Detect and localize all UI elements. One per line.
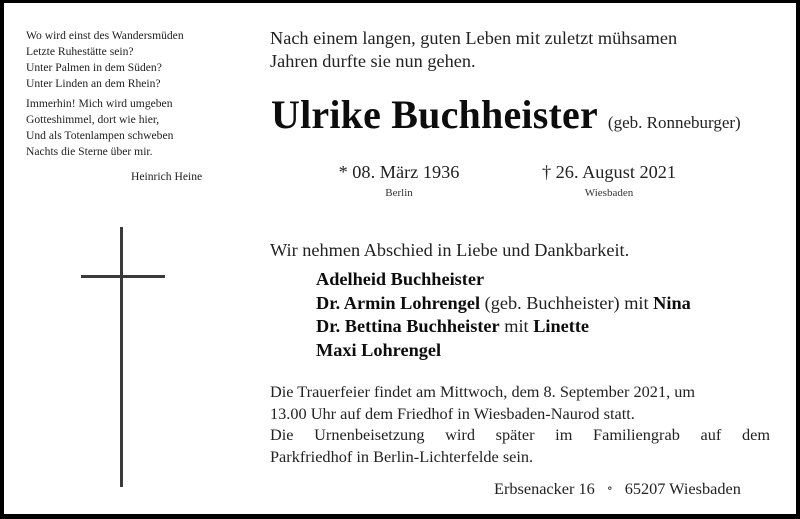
family-member [316,268,691,292]
family-member-partner: Nina [653,292,691,313]
family-member-name: Adelheid Buchheister [316,269,485,289]
family-member-name: Dr. Armin Lohrengel [316,292,481,313]
funeral-service-text [270,381,770,424]
family-member [316,339,691,363]
farewell-text: Wir nehmen Abschied in Liebe und Dankbarkeit. [270,240,630,260]
family-member [316,292,691,316]
address-city: 65207 Wiesbaden [624,479,741,498]
death-info [534,161,684,199]
family-member-name: Maxi Lohrengel [316,339,442,360]
family-list [316,268,691,362]
urn-burial-line-1: Die Urnenbeisetzung wird später im Familiengrab auf dem [270,425,770,444]
poem-line: Unter Linden an dem Rhein? [26,77,161,90]
deceased-name: Ulrike Buchheister [271,92,598,137]
death-date: † 26. August 2021 [541,162,677,182]
poem-line: Unter Palmen in dem Süden? [26,61,162,74]
family-member-partner: Linette [533,316,590,336]
address-street: Erbsenacker 16 [494,479,595,498]
funeral-service-line-1: Die Trauerfeier findet am Mittwoch, dem 8. September 2021, um [270,382,696,401]
family-member [316,315,691,339]
death-place: Wiesbaden [584,187,634,199]
poem-line: Immerhin! Mich wird umgeben [26,97,173,110]
poem-line: Nachts die Sterne über mir. [26,145,153,158]
urn-burial-text [270,424,770,467]
birth-date: * 08. März 1936 [338,162,460,182]
cross-vertical-beam [120,227,123,487]
poem-line: Letzte Ruhestätte sein? [26,45,134,58]
birth-place: Berlin [385,187,413,199]
intro-line-1: Nach einem langen, guten Leben mit zuletzt mühsamen [270,28,678,48]
poem-line: Gotteshimmel, dort wie hier, [26,113,160,126]
poem [26,28,184,160]
family-member-note: mit [504,316,529,336]
obituary-notice [4,3,796,514]
separator-dot-icon: ∘ [606,481,613,495]
poem-stanza-1 [26,28,184,92]
poem-author: Heinrich Heine [131,170,203,183]
intro-line-2: Jahren durfte sie nun gehen. [270,51,476,71]
funeral-service-line-2: 13.00 Uhr auf dem Friedhof in Wiesbaden-Naurod statt. [270,403,635,423]
intro-text [270,27,677,73]
poem-stanza-2 [26,96,184,160]
address [494,479,741,499]
maiden-name: (geb. Ronneburger) [607,113,741,132]
poem-line: Und als Totenlampen schweben [26,129,174,142]
urn-burial-line-2: Parkfriedhof in Berlin-Lichterfelde sein. [270,446,534,466]
family-member-name: Dr. Bettina Buchheister [316,316,500,336]
birth-info [334,161,464,199]
deceased-heading [271,91,741,138]
family-member-note: (geb. Buchheister) mit [484,292,649,313]
cross-horizontal-beam [81,275,165,278]
poem-line: Wo wird einst des Wandersmüden [26,29,184,42]
ceremony-details [270,381,770,467]
